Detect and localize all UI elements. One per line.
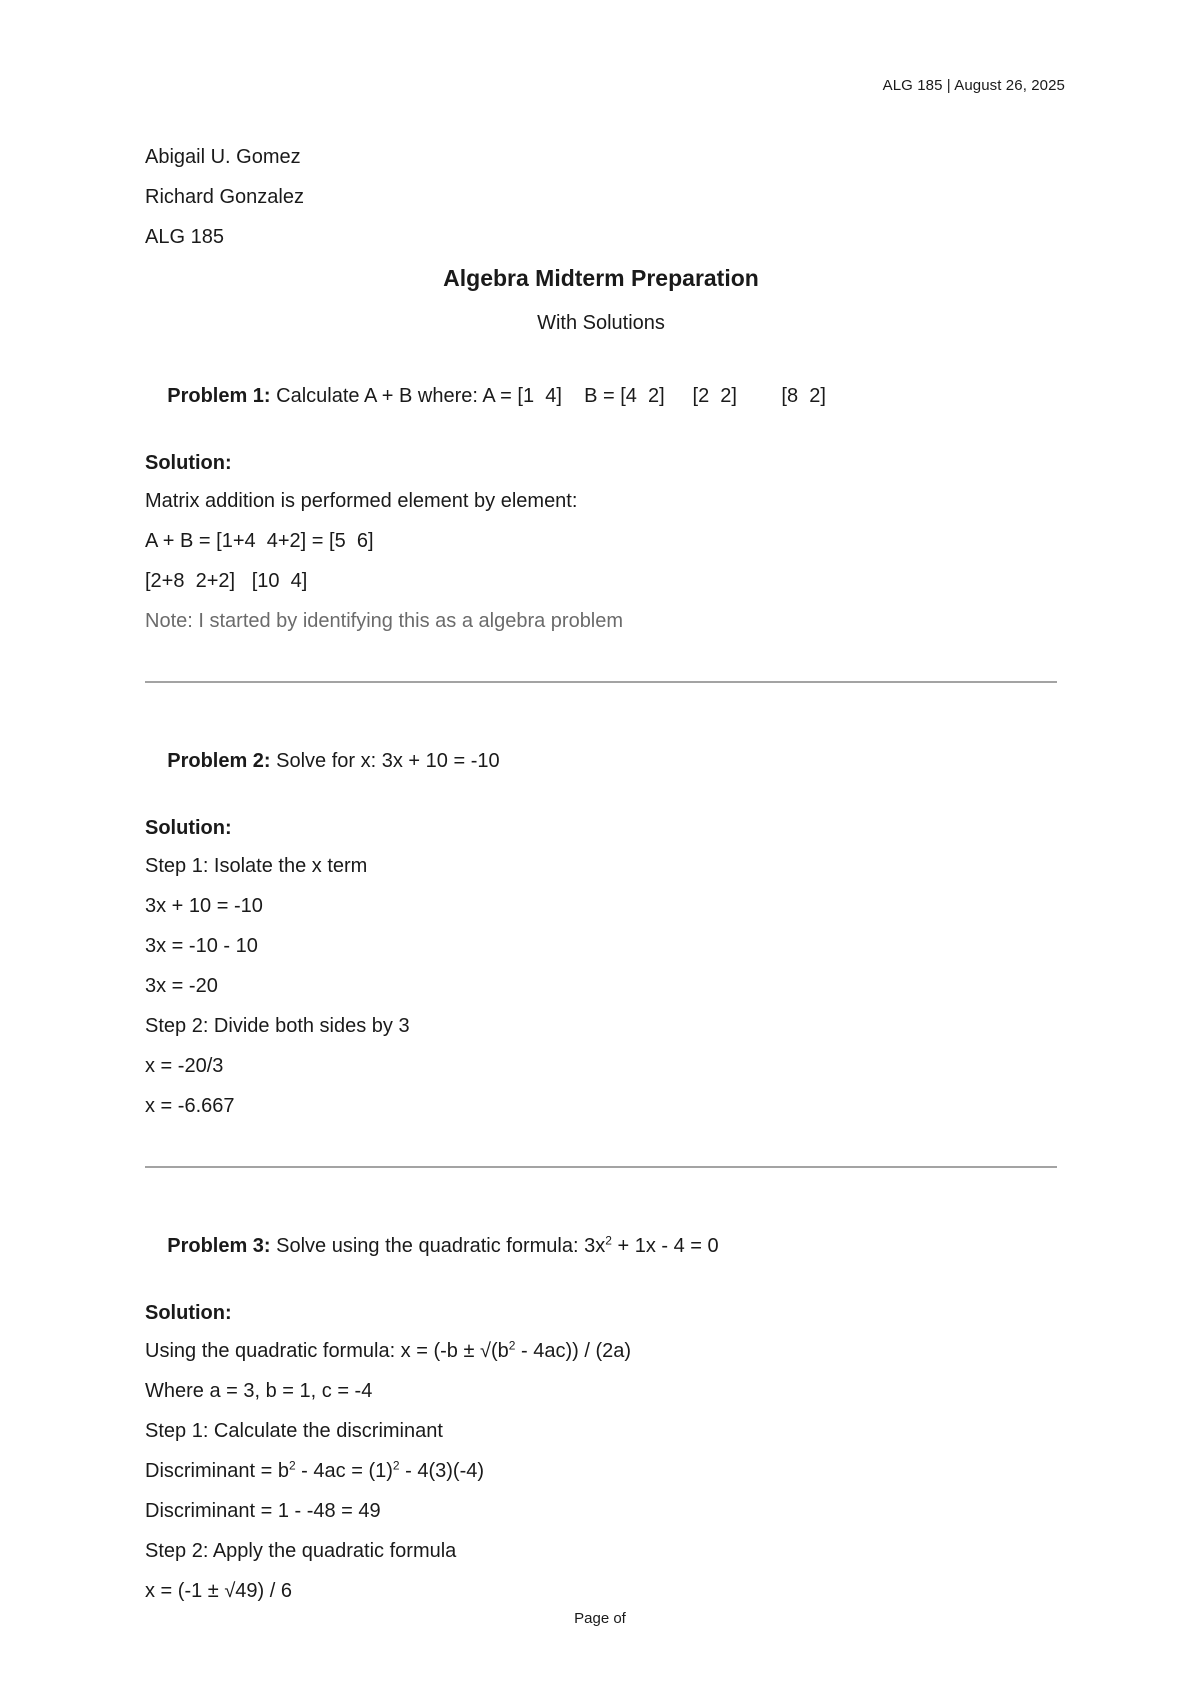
disc-text-c: - 4(3)(-4) (399, 1460, 485, 1482)
problem-1-note: Note: I started by identifying this as a algebra problem (145, 610, 624, 632)
exponent: 2 (392, 1458, 400, 1473)
problem-2-line: 3x = -20 (145, 975, 218, 997)
problem-2-line: 3x + 10 = -10 (145, 895, 263, 917)
document-title: Algebra Midterm Preparation (443, 265, 759, 291)
problem-2-statement (145, 725, 1057, 797)
disc-text-b: - 4ac = (1) (295, 1460, 393, 1482)
exponent: 2 (508, 1338, 516, 1353)
instructor-name: Richard Gonzalez (145, 186, 304, 208)
discriminant-line (145, 1459, 1057, 1483)
problem-3-solution-heading: Solution: (145, 1302, 232, 1324)
problem-3-label: Problem 3: (167, 1235, 271, 1257)
problem-3-text-a: Solve using the quadratic formula: 3x (270, 1235, 606, 1257)
student-name: Abigail U. Gomez (145, 146, 301, 168)
formula-text-b: - 4ac)) / (2a) (515, 1340, 632, 1362)
problem-1-label: Problem 1: (167, 385, 271, 407)
problem-2-text: Solve for x: 3x + 10 = -10 (270, 750, 500, 772)
problem-2-line: 3x = -10 - 10 (145, 935, 258, 957)
course-name: ALG 185 (145, 226, 224, 248)
page-footer: Page of (574, 1610, 626, 1627)
problem-1-statement (145, 360, 1057, 432)
problem-1-line: Matrix addition is performed element by element: (145, 490, 578, 512)
document-subtitle: With Solutions (537, 312, 665, 334)
problem-2-label: Problem 2: (167, 750, 271, 772)
problem-2-line: x = -6.667 (145, 1095, 235, 1117)
problem-1-solution-heading: Solution: (145, 452, 232, 474)
exponent: 2 (605, 1233, 612, 1248)
coefficients-line: Where a = 3, b = 1, c = -4 (145, 1380, 373, 1402)
problem-2-line: Step 1: Isolate the x term (145, 855, 368, 877)
problem-1-line: [2+8 2+2] [10 4] (145, 570, 308, 592)
problem-2-line: Step 2: Divide both sides by 3 (145, 1015, 410, 1037)
problem-2-solution-heading: Solution: (145, 817, 232, 839)
discriminant-result-line: Discriminant = 1 - -48 = 49 (145, 1500, 381, 1522)
section-divider (145, 681, 1057, 683)
running-header: ALG 185 | August 26, 2025 (882, 77, 1065, 94)
step-2-line: Step 2: Apply the quadratic formula (145, 1540, 457, 1562)
quadratic-formula-line (145, 1339, 1057, 1363)
problem-3-statement (145, 1210, 1057, 1282)
problem-3-text-b: + 1x - 4 = 0 (611, 1235, 719, 1257)
document-body (145, 145, 1057, 1619)
formula-text-a: Using the quadratic formula: x = (-b ± √(b (145, 1340, 509, 1362)
step-1-line: Step 1: Calculate the discriminant (145, 1420, 443, 1442)
disc-text-a: Discriminant = b (145, 1460, 289, 1482)
apply-formula-line: x = (-1 ± √49) / 6 (145, 1580, 293, 1602)
problem-1-text: Calculate A + B where: A = [1 4] B = [4 2] [2 2] [8 2] (270, 385, 826, 407)
exponent: 2 (288, 1458, 296, 1473)
problem-1-line: A + B = [1+4 4+2] = [5 6] (145, 530, 374, 552)
section-divider (145, 1166, 1057, 1168)
problem-2-line: x = -20/3 (145, 1055, 224, 1077)
